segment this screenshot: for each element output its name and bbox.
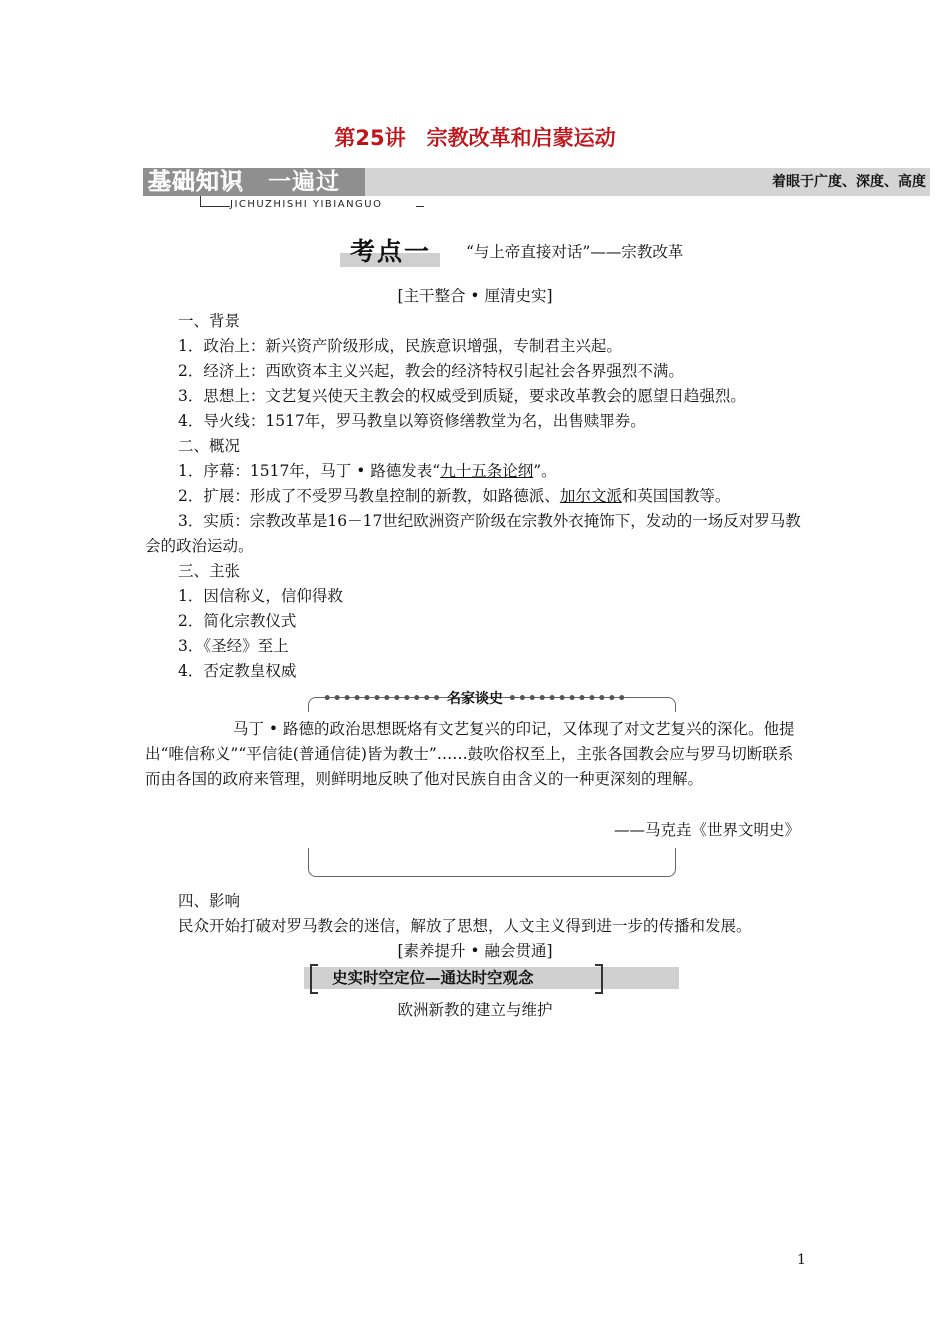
kaodian-label: 考点一 xyxy=(350,237,432,266)
bracket-left xyxy=(310,964,318,994)
pinyin-bracket xyxy=(200,196,201,206)
influence-text: 民众开始打破对罗马教会的迷信，解放了思想，人文主义得到进一步的传播和发展。 xyxy=(178,917,752,935)
overview-heading: 二、概况 xyxy=(178,437,241,455)
background-item-1: 1．政治上：新兴资产阶级形成，民族意识增强，专制君主兴起。 xyxy=(178,337,622,355)
dots-left-icon: •••••••••••• xyxy=(322,691,443,707)
banner-left-light-text: 一遍过 xyxy=(268,169,340,195)
ninety-five-theses: 九十五条论纲 xyxy=(440,462,534,480)
mingjia-frame-bottom xyxy=(308,848,676,877)
shishi-bar-text: 史实时空定位—通达时空观念 xyxy=(332,969,534,987)
mingjia-quote: 马丁 • 路德的政治思想既烙有文艺复兴的印记，又体现了对文艺复兴的深化。他提出“唯信称义”“平信徒(普通信徒)皆为教士”……鼓吹俗权至上，主张各国教会应与罗马切断联系而由各国的政府来管理，则鲜明地反映了他对民族自由含义的一种更深刻的理解。 xyxy=(145,720,795,788)
calvinism-term: 加尔文派 xyxy=(559,487,622,505)
pinyin-rule-right xyxy=(416,206,424,207)
dots-right-icon: •••••••••••• xyxy=(507,691,628,707)
final-heading: 欧洲新教的建立与维护 xyxy=(397,1001,553,1019)
section-tag-main: [主干整合 • 厘清史实] xyxy=(397,287,553,305)
mingjia-header xyxy=(0,688,950,708)
mingjia-label: 名家谈史 xyxy=(447,691,503,707)
proposition-3: 3．《圣经》至上 xyxy=(178,637,289,655)
banner-left-text: 基础知识 xyxy=(148,169,244,195)
section-tag-secondary: [素养提升 • 融会贯通] xyxy=(397,942,553,960)
proposition-2: 2．简化宗教仪式 xyxy=(178,612,297,630)
background-item-2: 2．经济上：西欧资本主义兴起，教会的经济特权引起社会各界强烈不满。 xyxy=(178,362,684,380)
overview-item-1-post: ”。 xyxy=(533,462,557,480)
page-number: 1 xyxy=(797,1252,806,1268)
background-heading: 一、背景 xyxy=(178,312,241,330)
overview-item-2 xyxy=(178,484,730,506)
proposition-4: 4．否定教皇权威 xyxy=(178,662,297,680)
overview-item-1 xyxy=(178,459,557,481)
page-title: 第25讲 宗教改革和启蒙运动 xyxy=(334,126,616,150)
influence-heading: 四、影响 xyxy=(178,892,241,910)
background-item-4: 4．导火线：1517年，罗马教皇以筹资修缮教堂为名，出售赎罪券。 xyxy=(178,412,646,430)
proposition-1: 1．因信称义，信仰得救 xyxy=(178,587,343,605)
pinyin-rule-left xyxy=(200,206,230,207)
propositions-heading: 三、主张 xyxy=(178,562,241,580)
bracket-right xyxy=(595,964,603,994)
banner-pinyin: JICHUZHISHI YIBIANGUO xyxy=(230,199,383,210)
overview-item-2-post: 和英国国教等。 xyxy=(621,487,731,505)
kaodian-subtitle: “与上帝直接对话”——宗教改革 xyxy=(466,243,684,261)
overview-item-3: 3．实质：宗教改革是16－17世纪欧洲资产阶级在宗教外衣掩饰下，发动的一场反对罗马教会的政治运动。 xyxy=(145,512,801,555)
banner-right-text: 着眼于广度、深度、高度 xyxy=(772,174,926,190)
overview-item-2-pre: 2．扩展：形成了不受罗马教皇控制的新教，如路德派、 xyxy=(178,487,560,505)
background-item-3: 3．思想上：文艺复兴使天主教会的权威受到质疑，要求改革教会的愿望日趋强烈。 xyxy=(178,387,746,405)
mingjia-source: ——马克垚《世界文明史》 xyxy=(613,821,800,839)
overview-item-1-pre: 1．序幕：1517年，马丁 • 路德发表“ xyxy=(178,462,441,480)
